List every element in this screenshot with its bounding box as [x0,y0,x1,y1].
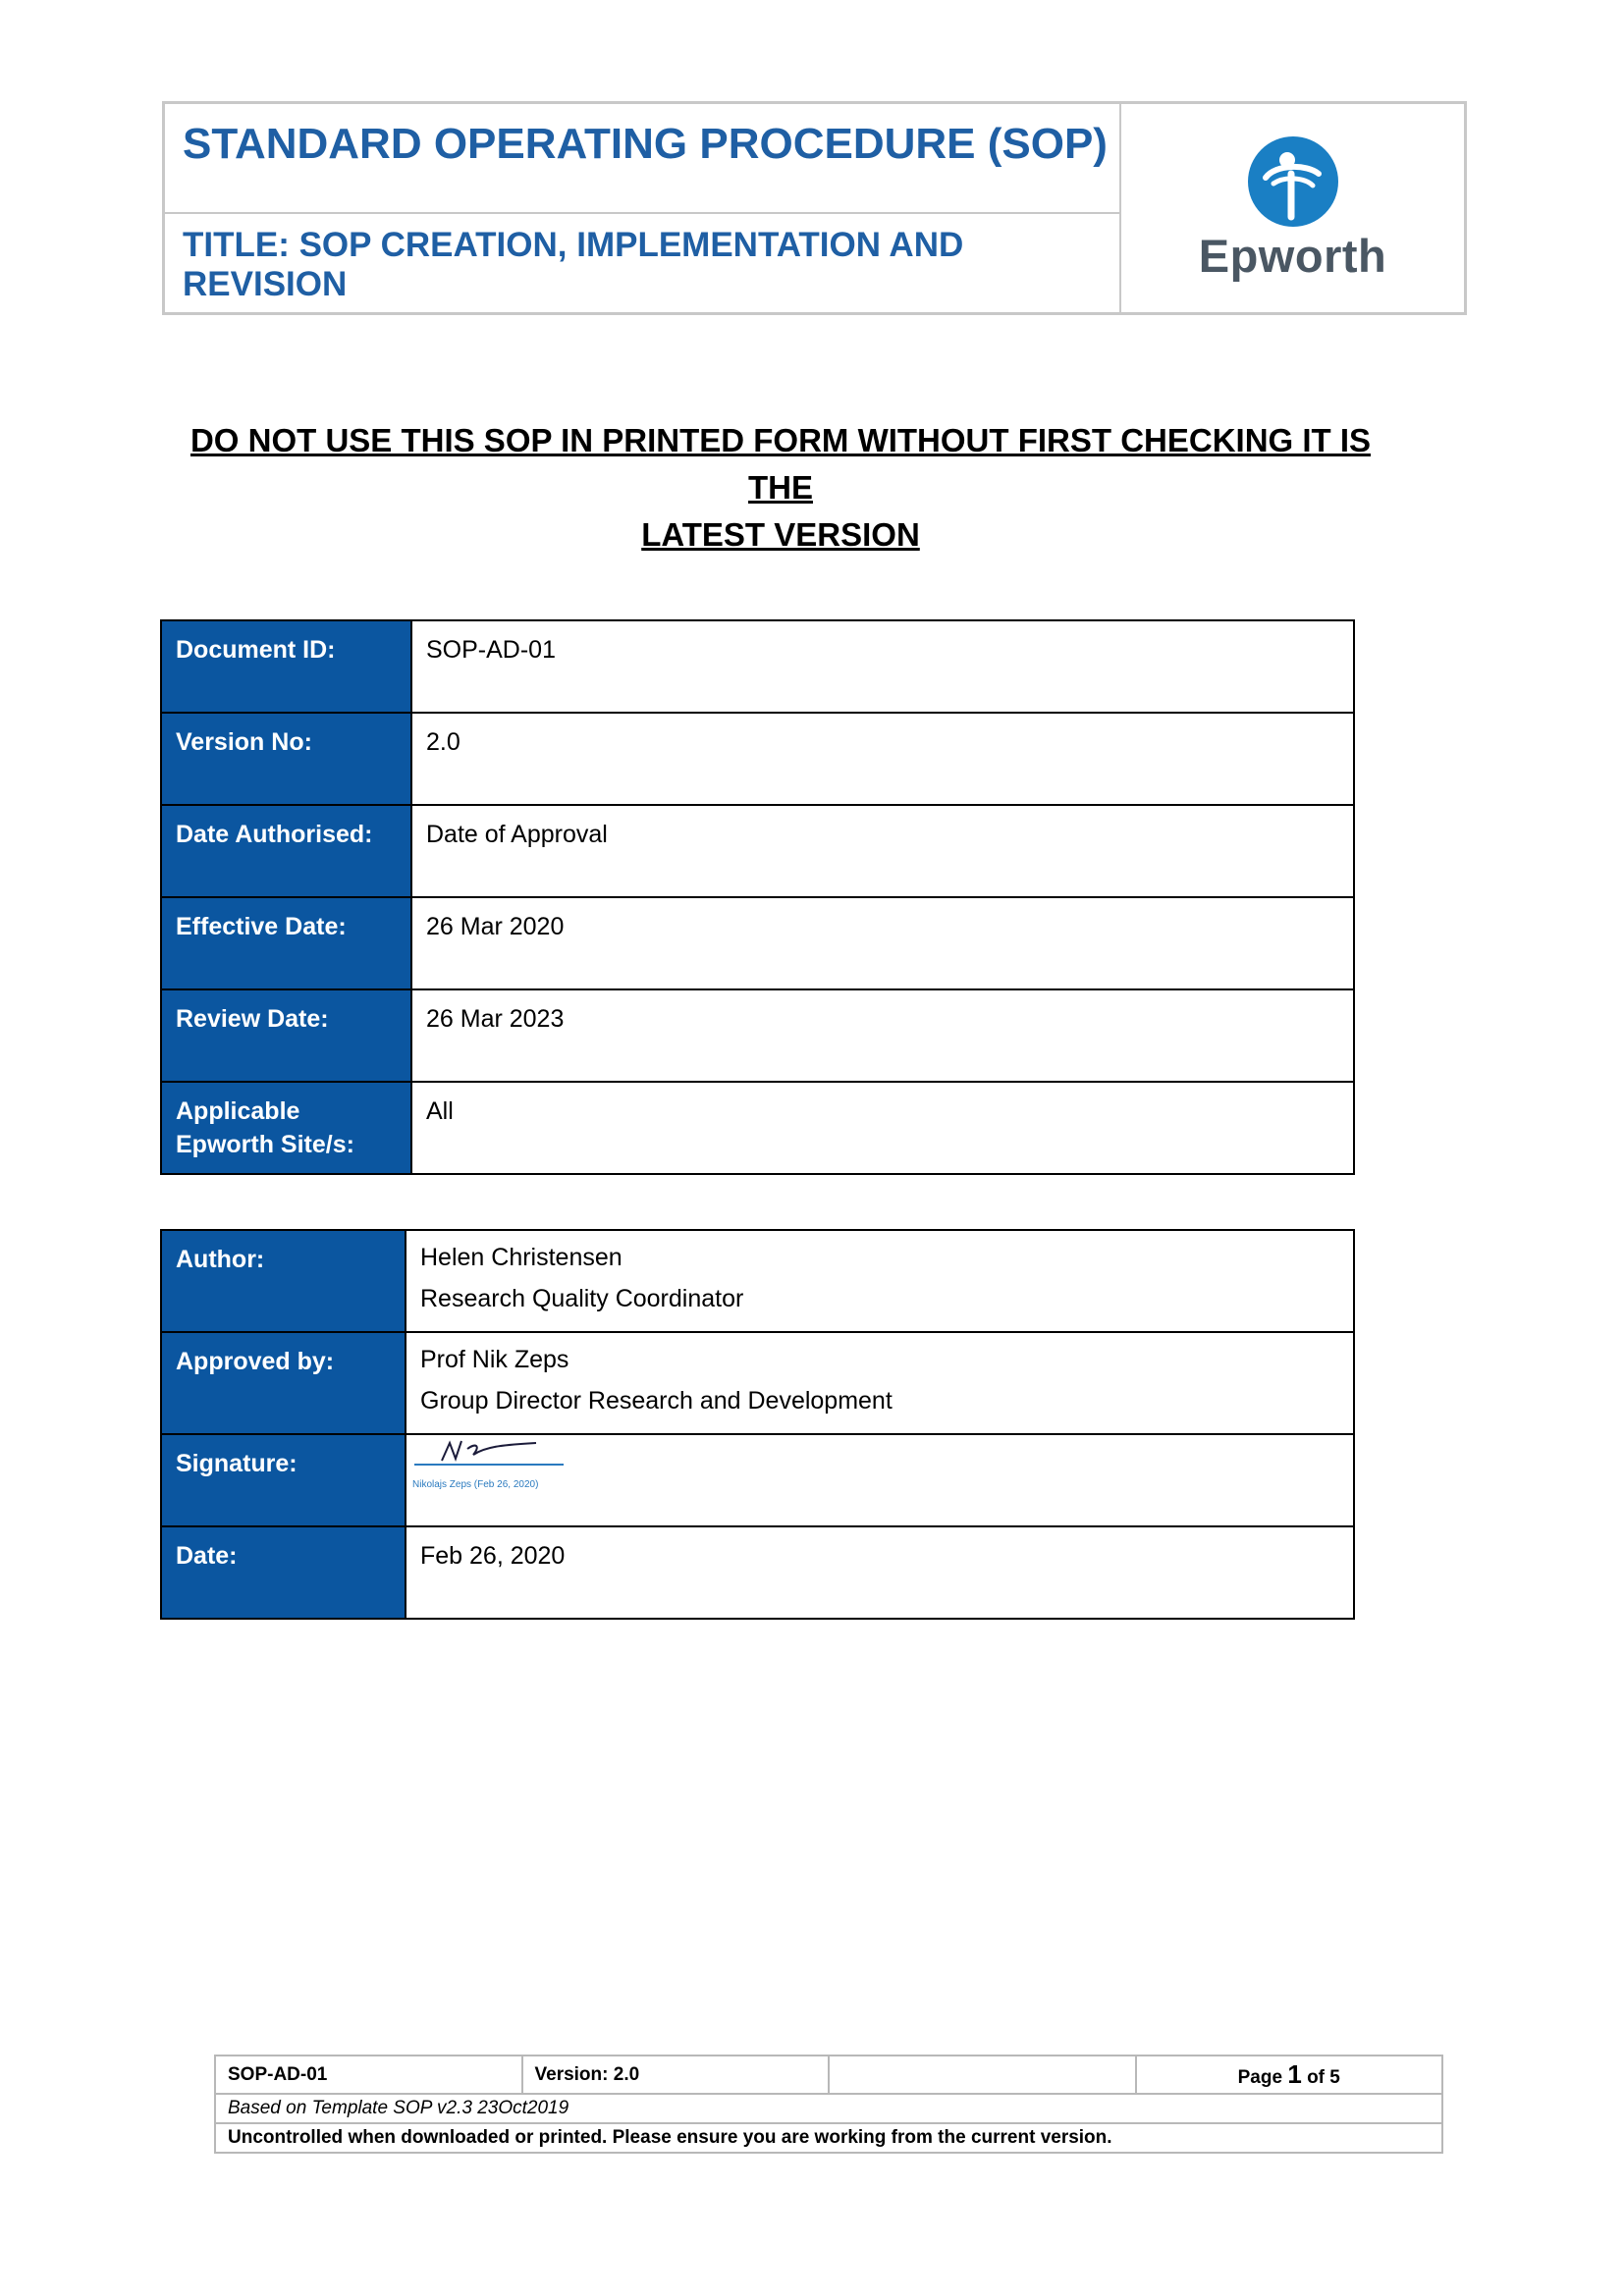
approval-date-value: Feb 26, 2020 [406,1526,1354,1619]
document-info-table [160,619,1355,1175]
author-role: Research Quality Coordinator [420,1285,744,1312]
table-row [161,713,1354,805]
date-authorised-label: Date Authorised: [161,805,411,897]
approved-by-label: Approved by: [161,1332,406,1434]
review-date-label: Review Date: [161,989,411,1082]
page-suffix: of 5 [1301,2067,1340,2088]
table-row [161,1434,1354,1526]
applicable-sites-label-line-1: Applicable [176,1097,300,1125]
page-footer [214,2055,1443,2154]
warning-line-2: LATEST VERSION [641,516,920,553]
footer-doc-id: SOP-AD-01 [215,2056,522,2094]
document-title: STANDARD OPERATING PROCEDURE (SOP) [165,104,1119,214]
table-row [161,897,1354,989]
sop-header [162,101,1467,315]
version-label: Version No: [161,713,411,805]
table-row [161,1230,1354,1332]
table-row [215,2123,1442,2153]
footer-uncontrolled-note: Uncontrolled when downloaded or printed. Please ensure you are working from the current version. [215,2123,1442,2153]
epworth-logo [1121,104,1464,312]
table-row [161,1332,1354,1434]
table-row [161,805,1354,897]
date-authorised-value: Date of Approval [411,805,1354,897]
signature-image [412,1435,569,1468]
footer-page-number [1136,2056,1443,2094]
approved-by-value [406,1332,1354,1434]
warning-line-1: DO NOT USE THIS SOP IN PRINTED FORM WITHOUT FIRST CHECKING IT IS THE [189,422,1372,506]
table-row [161,989,1354,1082]
author-value [406,1230,1354,1332]
date-label: Date: [161,1526,406,1619]
signature-caption: Nikolajs Zeps (Feb 26, 2020) [412,1479,539,1490]
footer-version: Version: 2.0 [522,2056,830,2094]
table-row [161,1082,1354,1174]
footer-template-note: Based on Template SOP v2.3 23Oct2019 [215,2094,1442,2123]
applicable-sites-label-line-2: Epworth Site/s: [176,1131,354,1158]
document-id-label: Document ID: [161,620,411,713]
applicable-sites-value: All [411,1082,1354,1174]
applicable-sites-label [161,1082,411,1174]
table-row [161,620,1354,713]
approval-table [160,1229,1355,1620]
table-row [215,2094,1442,2123]
signature-label: Signature: [161,1434,406,1526]
current-page: 1 [1287,2059,1302,2089]
effective-date-value: 26 Mar 2020 [411,897,1354,989]
review-date-value: 26 Mar 2023 [411,989,1354,1082]
signature-value [406,1434,1354,1526]
document-id-value: SOP-AD-01 [411,620,1354,713]
footer-empty-cell [829,2056,1136,2094]
epworth-logo-icon [1246,134,1340,229]
table-row [161,1526,1354,1619]
table-row [215,2056,1442,2094]
author-label: Author: [161,1230,406,1332]
printed-form-warning [157,417,1404,559]
header-text-area [165,104,1121,312]
approver-name: Prof Nik Zeps [420,1346,569,1373]
version-value: 2.0 [411,713,1354,805]
logo-wordmark: Epworth [1198,229,1387,282]
approver-role: Group Director Research and Development [420,1387,893,1415]
effective-date-label: Effective Date: [161,897,411,989]
page-prefix: Page [1237,2067,1288,2088]
document-subtitle: TITLE: SOP CREATION, IMPLEMENTATION AND REVISION [183,226,964,303]
author-name: Helen Christensen [420,1244,623,1271]
